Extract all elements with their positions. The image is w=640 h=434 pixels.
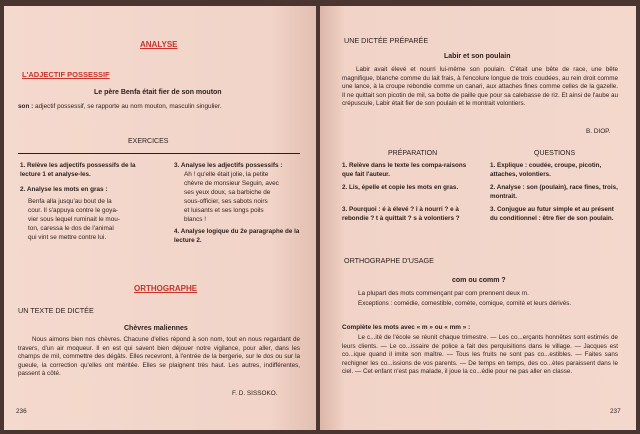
com-question: com ou comm ? [452, 277, 506, 284]
usage-heading: ORTHOGRAPHE D'USAGE [344, 256, 434, 265]
chevres-title: Chèvres maliennes [124, 325, 188, 332]
left-page [4, 6, 316, 430]
question-3: 3. Conjugue au futur simple et au présent du conditionnel : être fier de son poulain. [490, 206, 614, 222]
prep-1: 1. Relève dans le texte les compa-raisons que fait l'auteur. [342, 162, 467, 178]
son-definition: son : adjectif possessif, se rapporte au nom mouton, masculin singulier. [18, 103, 222, 110]
divider [18, 153, 300, 154]
prep-2: 2. Lis, épelle et copie les mots en gras. [342, 184, 459, 191]
complete-text: Le c...ité de l'école se réunit chaque trimestre. — Les co...erçants honnêtes sont estimés de leurs clients. — Le co...issaire de police a fait des perquisitions dans le village. — Jacques est co...ique quand il imite son maître. — Tous les fruits ne sont pas co...estibles. — Faites sans rechigner les co...issions de vos parents. — De temps en temps, des co...ètes paraissent dans le ciel. — Cet enfant n'est pas malade, il joue la co...édie pour ne pas aller en classe. [342, 334, 618, 375]
question-2: 2. Analyse : son (poulain), race fines, trois, montrait. [490, 184, 618, 200]
analyse-title: ANALYSE [140, 40, 178, 49]
question-1: 1. Explique : coudée, croupe, picotin, attaches, volontiers. [490, 162, 602, 178]
adjectif-heading: L'ADJECTIF POSSESSIF [22, 70, 110, 79]
example-sentence: Le père Benfa était fier de son mouton [94, 89, 222, 96]
dictee-heading: UN TEXTE DE DICTÉE [18, 306, 94, 315]
prep-3: 3. Pourquoi : é à élevé ? î à nourri ? e à rebondie ? t à quittait ? s à volontiers ? [342, 206, 460, 222]
ex2-line-5: qui vint se mettre contre lui. [28, 234, 107, 241]
page-number-left: 236 [16, 408, 27, 415]
exercise-4: 4. Analyse logique du 2e paragraphe de la lecture 2. [174, 228, 300, 244]
ex3-line-2: chèvre de monsieur Seguin, avec [184, 180, 279, 187]
complete-title: Complète les mots avec « m » ou « mm » : [342, 324, 471, 331]
ex3-line-5: et luisants et ses longs poils [184, 207, 264, 214]
ex3-line-4: sous-officier, ses sabots noirs [184, 198, 268, 205]
right-page [320, 6, 636, 430]
exercise-1: 1. Relève les adjectifs possessifs de la lecture 1 et analyse-les. [20, 162, 136, 178]
poulain-text: Labir avait élevé et nourri lui-même son poulain. C'était une bête de race, une bête magnifique, blanche comme du lait frais, à l'encolure longue de trois coudées, au rein droit comme une lance, à la croupe rebondie comme un canari, aux attaches fines comme celles de la gazelle. Il ne quittait son picotin de mil, sa botte de paille que pour sa calebasse de riz. Et ainsi de l'aube au crépuscule, Labir était fier de son poulain et le montrait volontiers. [342, 66, 618, 107]
exercise-3: 3. Analyse les adjectifs possessifs : [174, 162, 283, 169]
ex2-line-2: cour. Il s'appuya contre le goya- [28, 207, 119, 214]
poulain-author: B. DIOP. [586, 128, 611, 135]
dictee-preparee-heading: UNE DICTÉE PRÉPARÉE [344, 36, 429, 45]
ex3-line-3: ses yeux doux, sa barbiche de [184, 189, 271, 196]
exceptions-text: Exceptions : comédie, comestible, comète, comique, comité et leurs dérivés. [358, 300, 572, 307]
chevres-author: F. D. SISSOKO. [232, 390, 278, 397]
page-number-right: 237 [610, 408, 621, 415]
chevres-text: Nous aimons bien nos chèvres. Chacune d'elles répond à son nom, tout en nous regardant de travers, d'un air moqueur. Il en est qui savent bien déjouer notre vigilance, pour aller, dans les champs de mil, commettre des dégâts. Elles recevront, à l'entrée de la bergerie, sur le dos ou sur la gueule, la correction qu'elles ont méritée. Elles se plaignent très haut. Les autres, indifférentes, passent à côté. [18, 336, 300, 377]
exercices-heading: EXERCICES [128, 138, 169, 145]
preparation-heading: PRÉPARATION [388, 150, 438, 157]
ex3-line-6: blancs ! [184, 216, 207, 223]
exercise-2: 2. Analyse les mots en gras : [20, 186, 108, 193]
ex3-line-1: Ah ! qu'elle était jolie, la petite [184, 171, 269, 178]
orthographe-title: ORTHOGRAPHE [134, 284, 198, 293]
ex2-line-1: Benfa alla jusqu'au bout de la [28, 198, 112, 205]
rule-text: La plupart des mots commençant par com prennent deux m. [358, 290, 529, 297]
questions-heading: QUESTIONS [534, 150, 576, 157]
poulain-title: Labir et son poulain [444, 53, 511, 60]
ex2-line-4: ton, caressa le dos de l'animal [28, 225, 114, 232]
ex2-line-3: vier sous lequel ruminait le mou- [28, 216, 120, 223]
